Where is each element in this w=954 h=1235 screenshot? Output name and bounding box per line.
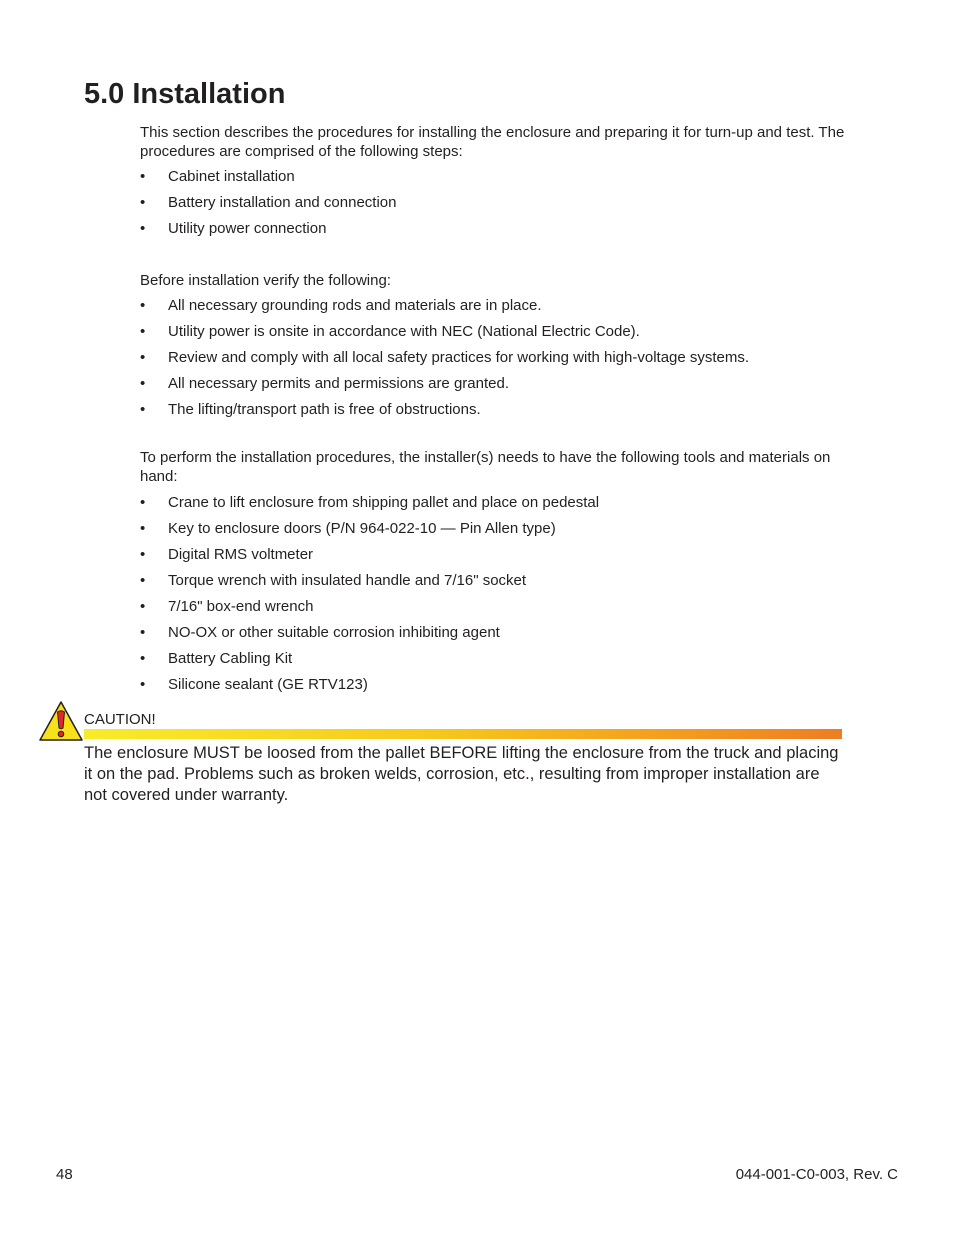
list-item-text: All necessary grounding rods and materials are in place. — [168, 297, 542, 314]
bullet-icon: • — [140, 220, 146, 237]
list-item — [140, 597, 599, 623]
bullet-icon: • — [140, 546, 146, 563]
page-title: 5.0 Installation — [84, 78, 286, 110]
bullet-icon: • — [140, 520, 146, 537]
tools-list — [140, 493, 599, 701]
list-item-text: Battery installation and connection — [168, 194, 397, 211]
list-item-text: Battery Cabling Kit — [168, 650, 293, 667]
list-item — [140, 219, 396, 245]
list-item-text: Review and comply with all local safety practices for working with high-voltage systems. — [168, 349, 750, 366]
bullet-icon: • — [140, 624, 146, 641]
list-item — [140, 167, 396, 193]
warning-triangle-icon — [38, 700, 84, 742]
bullet-icon: • — [140, 194, 146, 211]
list-item — [140, 545, 599, 571]
bullet-icon: • — [140, 323, 146, 340]
list-item-text: Utility power connection — [168, 220, 327, 237]
list-item-text: Torque wrench with insulated handle and 7/16" socket — [168, 572, 527, 589]
list-item — [140, 623, 599, 649]
list-item-text: Key to enclosure doors (P/N 964-022-10 — Pin Allen type) — [168, 520, 556, 537]
list-item — [140, 519, 599, 545]
list-item-text: Utility power is onsite in accordance with NEC (National Electric Code). — [168, 323, 640, 340]
tools-intro: To perform the installation procedures, the installer(s) needs to have the following tools and materials on hand: — [140, 449, 831, 485]
list-item-text: NO-OX or other suitable corrosion inhibiting agent — [168, 624, 500, 641]
bullet-icon: • — [140, 297, 146, 314]
bullet-icon: • — [140, 494, 146, 511]
verify-list — [140, 296, 749, 426]
list-item — [140, 649, 599, 675]
page-number: 48 — [56, 1166, 73, 1183]
bullet-icon: • — [140, 401, 146, 418]
caution-label: CAUTION! — [84, 711, 156, 728]
document-number: 044-001-C0-003, Rev. C — [735, 1166, 898, 1183]
list-item-text: 7/16" box-end wrench — [168, 598, 314, 615]
list-item-text: Cabinet installation — [168, 168, 295, 185]
list-item-text: Crane to lift enclosure from shipping pallet and place on pedestal — [168, 494, 600, 511]
bullet-icon: • — [140, 375, 146, 392]
caution-text: The enclosure MUST be loosed from the pallet BEFORE lifting the enclosure from the truck and placing it on the pad. Problems such as broken welds, corrosion, etc., resulting from improper installation are not covered under warranty. — [84, 744, 839, 804]
bullet-icon: • — [140, 168, 146, 185]
bullet-icon: • — [140, 572, 146, 589]
list-item — [140, 296, 749, 322]
bullet-icon: • — [140, 650, 146, 667]
list-item — [140, 374, 749, 400]
bullet-icon: • — [140, 349, 146, 366]
list-item — [140, 348, 749, 374]
caution-bar — [84, 729, 842, 739]
list-item — [140, 193, 396, 219]
list-item-text: The lifting/transport path is free of obstructions. — [168, 401, 481, 418]
list-item — [140, 322, 749, 348]
steps-list — [140, 167, 396, 245]
bullet-icon: • — [140, 598, 146, 615]
verify-intro: Before installation verify the following: — [140, 272, 391, 289]
list-item — [140, 675, 599, 701]
list-item — [140, 493, 599, 519]
list-item — [140, 400, 749, 426]
list-item-text: Silicone sealant (GE RTV123) — [168, 676, 368, 693]
list-item-text: All necessary permits and permissions are granted. — [168, 375, 509, 392]
intro-paragraph: This section describes the procedures for installing the enclosure and preparing it for turn-up and test. The procedures are comprised of the following steps: — [140, 124, 845, 160]
bullet-icon: • — [140, 676, 146, 693]
list-item — [140, 571, 599, 597]
list-item-text: Digital RMS voltmeter — [168, 546, 314, 563]
